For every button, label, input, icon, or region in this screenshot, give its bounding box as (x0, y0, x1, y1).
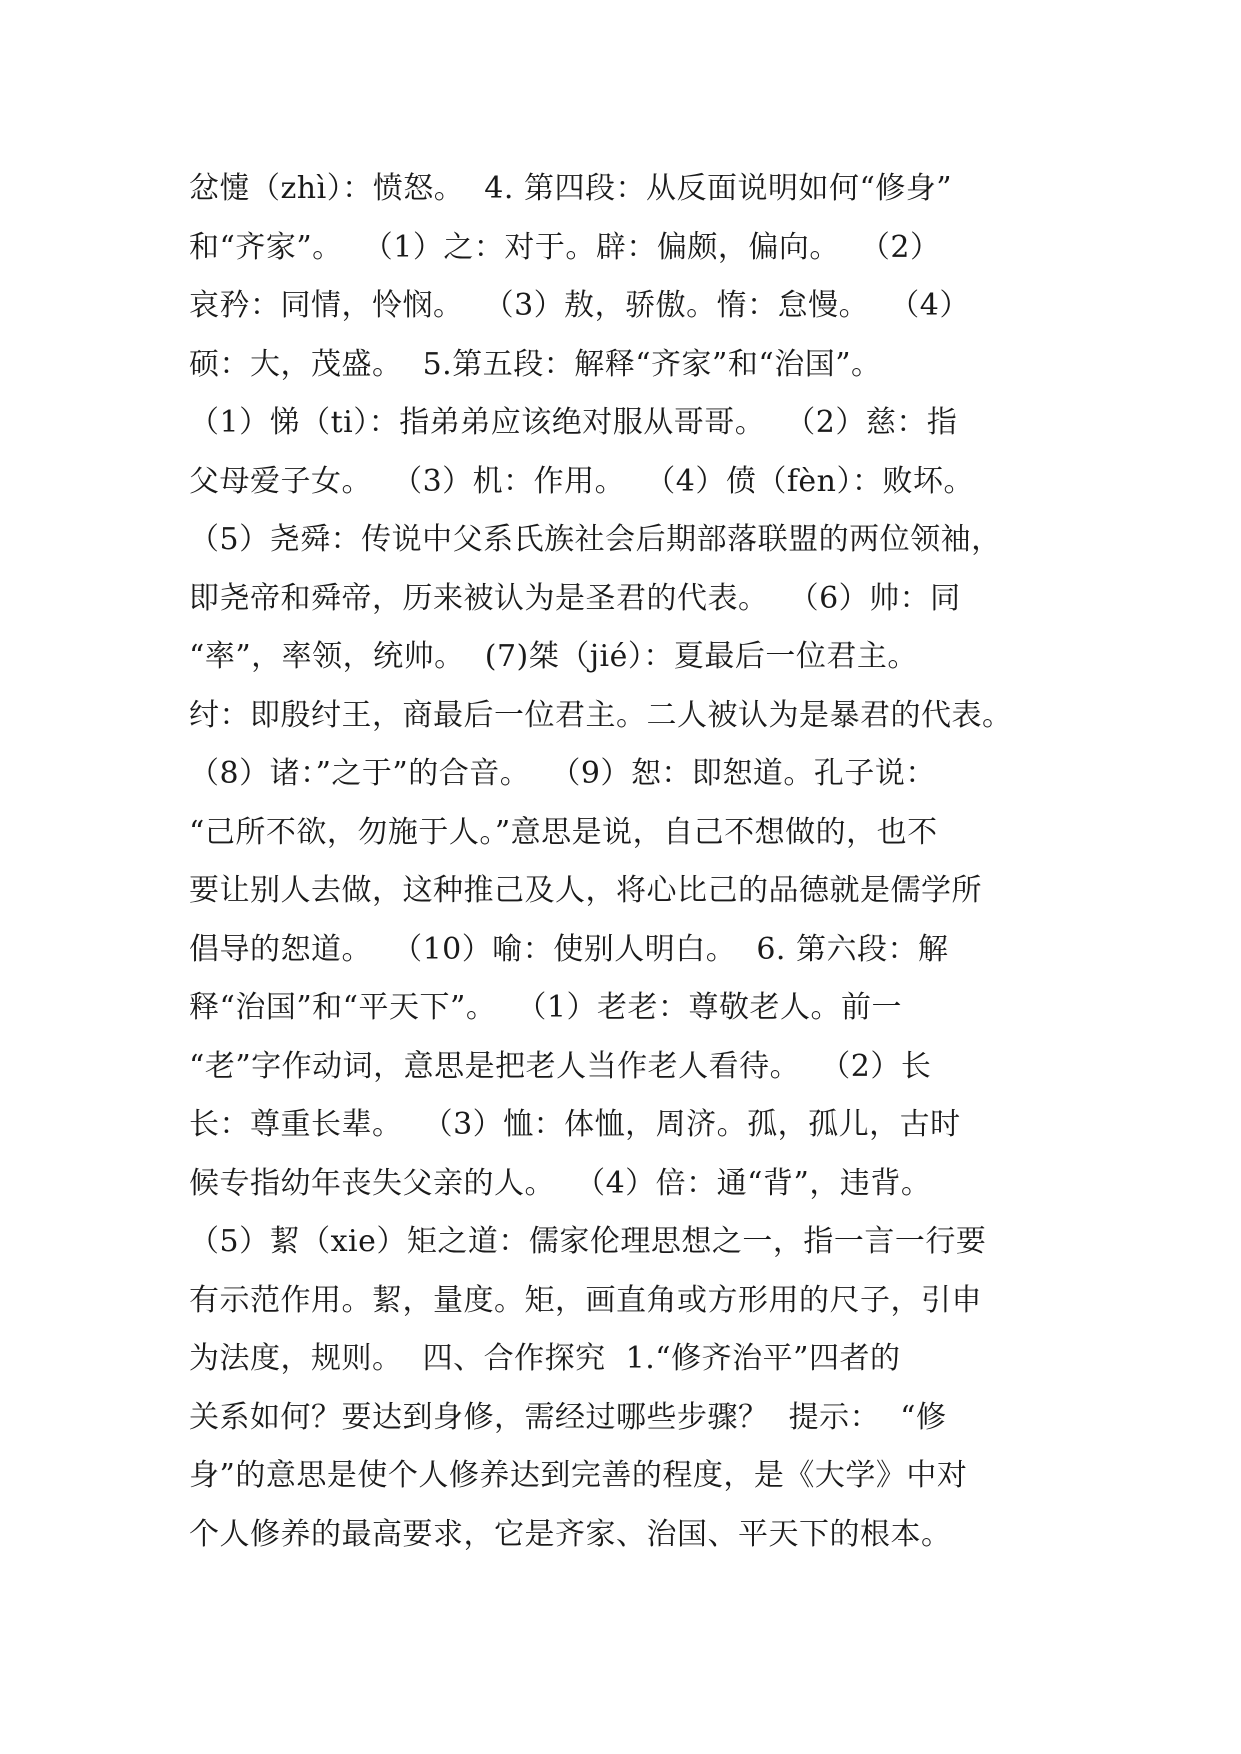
text-line: “率”，率领，统帅。 (7)桀（jié）：夏最后一位君主。 (189, 639, 918, 674)
text-line: 身”的意思是使个人修养达到完善的程度，是《大学》中对 (189, 1458, 968, 1493)
text-line: 个人修养的最高要求，它是齐家、治国、平天下的根本。 (189, 1516, 952, 1552)
text-line: （5）絜（xie）矩之道：儒家伦理思想之一，指一言一行要 (189, 1224, 987, 1259)
text-line: 有示范作用。絜，量度。矩，画直角或方形用的尺子，引申 (189, 1282, 982, 1318)
text-line: 长：尊重长辈。 （3）恤：体恤，周济。孤，孤儿，古时 (189, 1107, 961, 1142)
body-text (189, 160, 1069, 1564)
text-line: 为法度，规则。 四、合作探究 1.“修齐治平”四者的 (189, 1341, 901, 1376)
text-line: 哀矜：同情，怜悯。 （3）敖，骄傲。惰：怠慢。 （4） (189, 288, 970, 323)
text-line: 纣：即殷纣王，商最后一位君主。二人被认为是暴君的代表。 (189, 697, 1013, 733)
text-line: 硕：大，茂盛。 5.第五段：解释“齐家”和“治国”。 (189, 346, 882, 382)
text-line: 忿懥（zhì）：愤怒。 4. 第四段：从反面说明如何“修身” (189, 171, 953, 206)
text-line: 关系如何？要达到身修，需经过哪些步骤？ 提示： “修 (189, 1399, 947, 1435)
text-line: “老”字作动词，意思是把老人当作老人看待。 （2）长 (189, 1048, 932, 1084)
text-line: （8）诸：”之于”的合音。 （9）恕：即恕道。孔子说： (189, 756, 936, 791)
text-line: 要让别人去做，这种推己及人，将心比己的品德就是儒学所 (189, 873, 982, 908)
text-line: “己所不欲，勿施于人。”意思是说，自己不想做的，也不 (189, 814, 938, 850)
text-line: （1）悌（ti）：指弟弟应该绝对服从哥哥。 （2）慈：指 (189, 405, 958, 440)
text-line: 父母爱子女。 （3）机：作用。 （4）偾（fèn）：败坏。 (189, 463, 974, 499)
text-line: （5）尧舜：传说中父系氏族社会后期部落联盟的两位领袖， (189, 522, 1002, 557)
text-line: 释“治国”和“平天下”。 （1）老老：尊敬老人。前一 (189, 990, 903, 1025)
text-line: 候专指幼年丧失父亲的人。 （4）倍：通“背”，违背。 (189, 1165, 932, 1201)
text-line: 倡导的恕道。 （10）喻：使别人明白。 6. 第六段：解 (189, 931, 949, 967)
text-line: 和“齐家”。 （1）之：对于。辟：偏颇，偏向。 （2） (189, 229, 941, 265)
text-line: 即尧帝和舜帝，历来被认为是圣君的代表。 （6）帅：同 (189, 580, 961, 616)
